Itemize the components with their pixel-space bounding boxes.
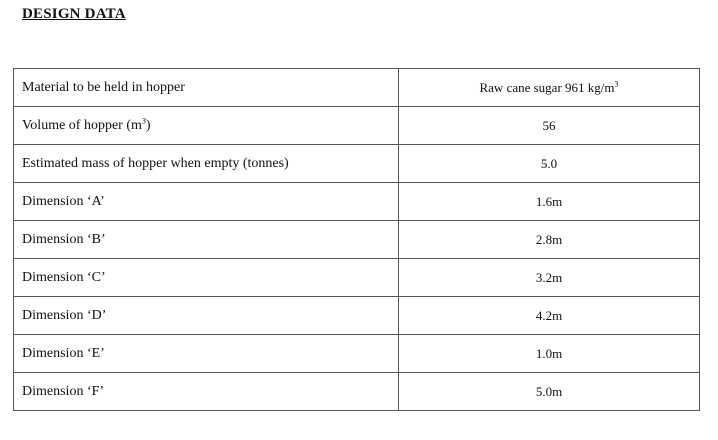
material-label: Material to be held in hopper (22, 79, 185, 95)
dimension-b-label: Dimension ‘B’ (22, 231, 106, 247)
table-row (14, 145, 700, 183)
mass-label: Estimated mass of hopper when empty (tonnes) (22, 155, 289, 171)
material-value-cell (399, 69, 700, 107)
table-row (14, 297, 700, 335)
dimension-d-label-cell (14, 297, 399, 335)
volume-label-superscript: 3 (141, 115, 146, 125)
dimension-a-label: Dimension ‘A’ (22, 193, 105, 209)
dimension-c-label: Dimension ‘C’ (22, 269, 106, 285)
dimension-d-value: 4.2m (535, 307, 563, 323)
dimension-f-value: 5.0m (535, 383, 563, 399)
volume-label-suffix: ) (145, 117, 151, 133)
section-heading: DESIGN DATA (22, 6, 126, 22)
dimension-b-value-cell (399, 221, 700, 259)
table-row (14, 183, 700, 221)
dimension-e-value-cell (399, 335, 700, 373)
dimension-f-label-cell (14, 373, 399, 411)
dimension-a-value-cell (399, 183, 700, 221)
dimension-a-value: 1.6m (535, 193, 563, 209)
material-label-cell (14, 69, 399, 107)
dimension-f-value-cell (399, 373, 700, 411)
table-row (14, 69, 700, 107)
mass-label-cell (14, 145, 399, 183)
volume-value: 56 (542, 117, 556, 133)
volume-label: Volume of hopper (m (22, 117, 142, 133)
table-row (14, 107, 700, 145)
dimension-e-label: Dimension ‘E’ (22, 345, 105, 361)
material-value: Raw cane sugar 961 kg/m (479, 79, 615, 95)
dimension-b-label-cell (14, 221, 399, 259)
volume-label-cell (14, 107, 399, 145)
design-data-table (13, 68, 700, 411)
dimension-e-value: 1.0m (535, 345, 563, 361)
table-row (14, 335, 700, 373)
table-row (14, 221, 700, 259)
dimension-c-value-cell (399, 259, 700, 297)
dimension-c-value: 3.2m (535, 269, 563, 285)
mass-value-cell (399, 145, 700, 183)
dimension-f-label: Dimension ‘F’ (22, 383, 105, 399)
volume-value-cell (399, 107, 700, 145)
dimension-e-label-cell (14, 335, 399, 373)
dimension-d-label: Dimension ‘D’ (22, 307, 107, 323)
dimension-b-value: 2.8m (535, 231, 563, 247)
dimension-d-value-cell (399, 297, 700, 335)
table-row (14, 373, 700, 411)
dimension-a-label-cell (14, 183, 399, 221)
table-row (14, 259, 700, 297)
mass-value: 5.0 (540, 155, 558, 171)
material-value-superscript: 3 (614, 79, 619, 89)
dimension-c-label-cell (14, 259, 399, 297)
